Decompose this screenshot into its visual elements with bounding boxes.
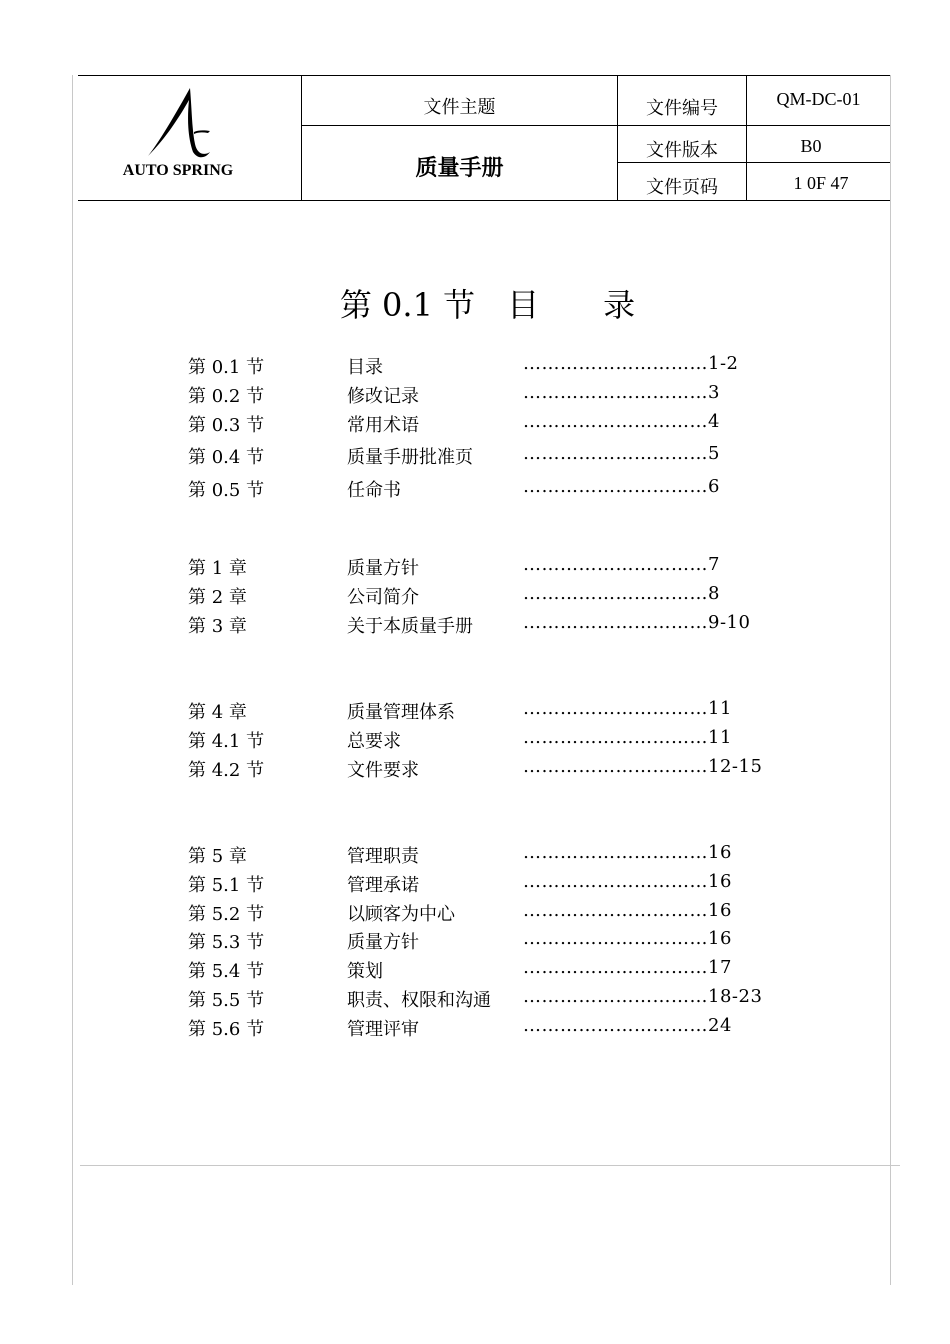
table-gridline (301, 125, 890, 126)
page-label: 文件页码 (646, 177, 718, 198)
toc-section-number: 第 5.5 节 (188, 990, 265, 1011)
toc-section-title: 质量手册批准页 (347, 447, 473, 468)
toc-section-title: 以顾客为中心 (347, 904, 455, 925)
toc-section-number: 第 0.4 节 (188, 447, 265, 468)
toc-page-number: …………………………11 (523, 727, 732, 748)
toc-section-title: 总要求 (347, 731, 401, 752)
toc-section-number: 第 4 章 (188, 702, 247, 723)
toc-section-number: 第 2 章 (188, 587, 247, 608)
toc-section-title: 文件要求 (347, 760, 419, 781)
toc-section-title: 修改记录 (347, 386, 419, 407)
toc-section-number: 第 5.1 节 (188, 875, 265, 896)
toc-section-number: 第 5.4 节 (188, 961, 265, 982)
toc-section-number: 第 0.2 节 (188, 386, 265, 407)
toc-page-number: …………………………5 (523, 443, 720, 464)
toc-page-number: …………………………18-23 (523, 986, 763, 1007)
toc-page-number: …………………………7 (523, 554, 720, 575)
toc-page-number: …………………………11 (523, 698, 732, 719)
toc-section-title: 关于本质量手册 (347, 616, 473, 637)
doc-number-label: 文件编号 (646, 98, 718, 119)
toc-section-number: 第 3 章 (188, 616, 247, 637)
toc-page-number: …………………………24 (523, 1015, 732, 1036)
toc-section-number: 第 5.2 节 (188, 904, 265, 925)
toc-section-title: 职责、权限和沟通 (347, 990, 491, 1011)
doc-number-value: QM-DC-01 (776, 89, 861, 109)
toc-section-number: 第 5 章 (188, 846, 247, 867)
company-logo (78, 76, 301, 200)
toc-section-title: 常用术语 (347, 415, 419, 436)
version-label: 文件版本 (646, 140, 718, 161)
toc-section-title: 质量方针 (347, 932, 419, 953)
logo-text: AUTO SPRING (122, 162, 234, 179)
table-gridline (617, 162, 890, 163)
toc-section-number: 第 1 章 (188, 558, 247, 579)
toc-section-number: 第 5.3 节 (188, 932, 265, 953)
page-title: 第 0.1 节 目 录 (339, 286, 636, 324)
toc-page-number: …………………………6 (523, 476, 720, 497)
version-value: B0 (800, 136, 822, 156)
toc-page-number: …………………………3 (523, 382, 720, 403)
toc-page-number: …………………………17 (523, 957, 732, 978)
toc-section-number: 第 0.1 节 (188, 357, 265, 378)
toc-page-number: …………………………4 (523, 411, 720, 432)
toc-page-number: …………………………12-15 (523, 756, 763, 777)
toc-section-title: 任命书 (347, 480, 401, 501)
toc-section-number: 第 0.5 节 (188, 480, 265, 501)
toc-section-number: 第 0.3 节 (188, 415, 265, 436)
toc-section-title: 管理评审 (347, 1019, 419, 1040)
toc-page-number: …………………………8 (523, 583, 720, 604)
toc-section-title: 质量方针 (347, 558, 419, 579)
toc-section-title: 目录 (347, 357, 383, 378)
toc-page-number: …………………………9-10 (523, 612, 751, 633)
toc-page-number: …………………………16 (523, 900, 732, 921)
auto-spring-logo-icon (140, 86, 220, 164)
toc-page-number: …………………………16 (523, 928, 732, 949)
toc-section-title: 公司简介 (347, 587, 419, 608)
toc-section-number: 第 4.1 节 (188, 731, 265, 752)
toc-page-number: …………………………16 (523, 842, 732, 863)
page-left-border (72, 75, 73, 1285)
toc-section-title: 管理承诺 (347, 875, 419, 896)
toc-section-title: 管理职责 (347, 846, 419, 867)
toc-page-number: …………………………1-2 (523, 353, 739, 374)
footer-divider (80, 1165, 900, 1166)
page-value: 1 0F 47 (793, 173, 849, 193)
toc-section-title: 质量管理体系 (347, 702, 455, 723)
toc-section-title: 策划 (347, 961, 383, 982)
subject-label: 文件主题 (423, 97, 496, 118)
document-header-table (78, 75, 890, 201)
toc-page-number: …………………………16 (523, 871, 732, 892)
toc-section-number: 第 5.6 节 (188, 1019, 265, 1040)
subject-value: 质量手册 (415, 155, 504, 181)
page-right-border (890, 75, 891, 1285)
toc-section-number: 第 4.2 节 (188, 760, 265, 781)
